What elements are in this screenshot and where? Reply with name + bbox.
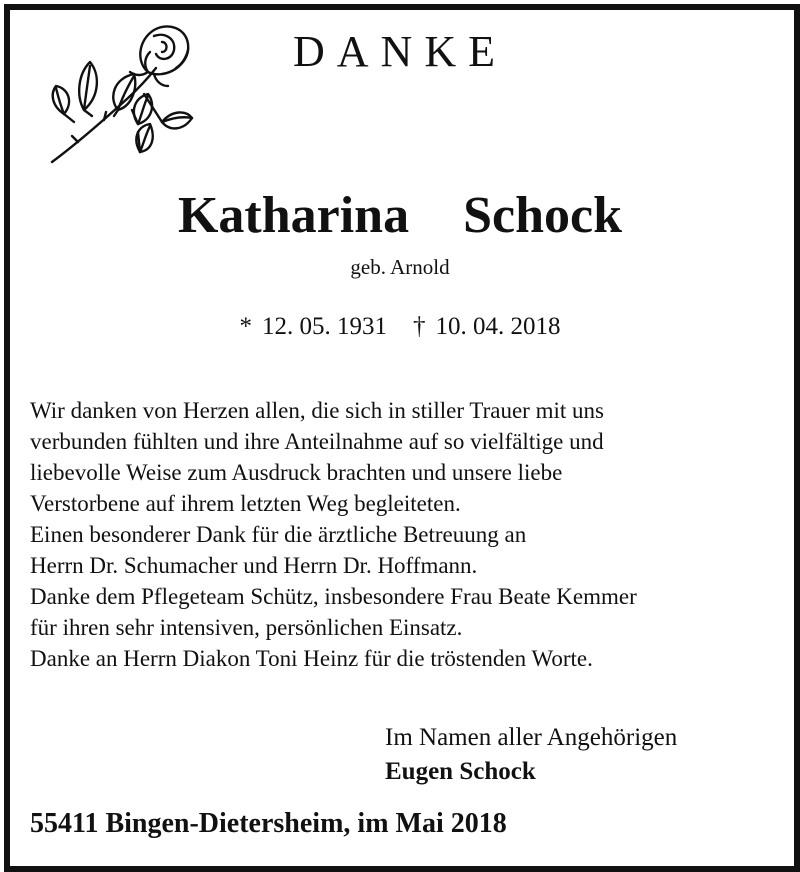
text-line: Danke an Herrn Diakon Toni Heinz für die tröstenden Worte. <box>30 646 593 671</box>
text-line: für ihren sehr intensiven, persönlichen Einsatz. <box>30 615 463 640</box>
place-and-date: 55411 Bingen-Dietersheim, im Mai 2018 <box>30 808 507 839</box>
death-symbol: † <box>413 313 426 340</box>
maiden-name: geb. Arnold <box>350 255 450 279</box>
signature-block <box>385 721 677 789</box>
heading-danke: DANKE <box>293 27 507 76</box>
text-line: Danke dem Pflegeteam Schütz, insbesondere Frau Beate Kemmer <box>30 584 637 609</box>
text-line: Einen besonderer Dank für die ärztliche Betreuung an <box>30 522 527 547</box>
birth-date: 12. 05. 1931 <box>262 313 387 340</box>
text-line: verbunden fühlten und ihre Anteilnahme auf so vielfältige und <box>30 429 604 454</box>
thank-you-text <box>30 395 780 674</box>
deceased-name: Katharina Schock <box>177 187 623 244</box>
text-line: Herrn Dr. Schumacher und Herrn Dr. Hoffmann. <box>30 553 478 578</box>
life-dates <box>0 314 800 339</box>
death-date: 10. 04. 2018 <box>435 313 561 340</box>
signature-line: Im Namen aller Angehörigen <box>385 724 678 751</box>
birth-symbol: * <box>239 313 252 340</box>
text-line: Wir danken von Herzen allen, die sich in stiller Trauer mit uns <box>30 398 604 423</box>
text-line: liebevolle Weise zum Ausdruck brachten und unsere liebe <box>30 460 563 485</box>
text-line: Verstorbene auf ihrem letzten Weg begleiteten. <box>30 491 461 516</box>
signature-name: Eugen Schock <box>385 758 536 785</box>
rose-icon <box>44 14 194 169</box>
